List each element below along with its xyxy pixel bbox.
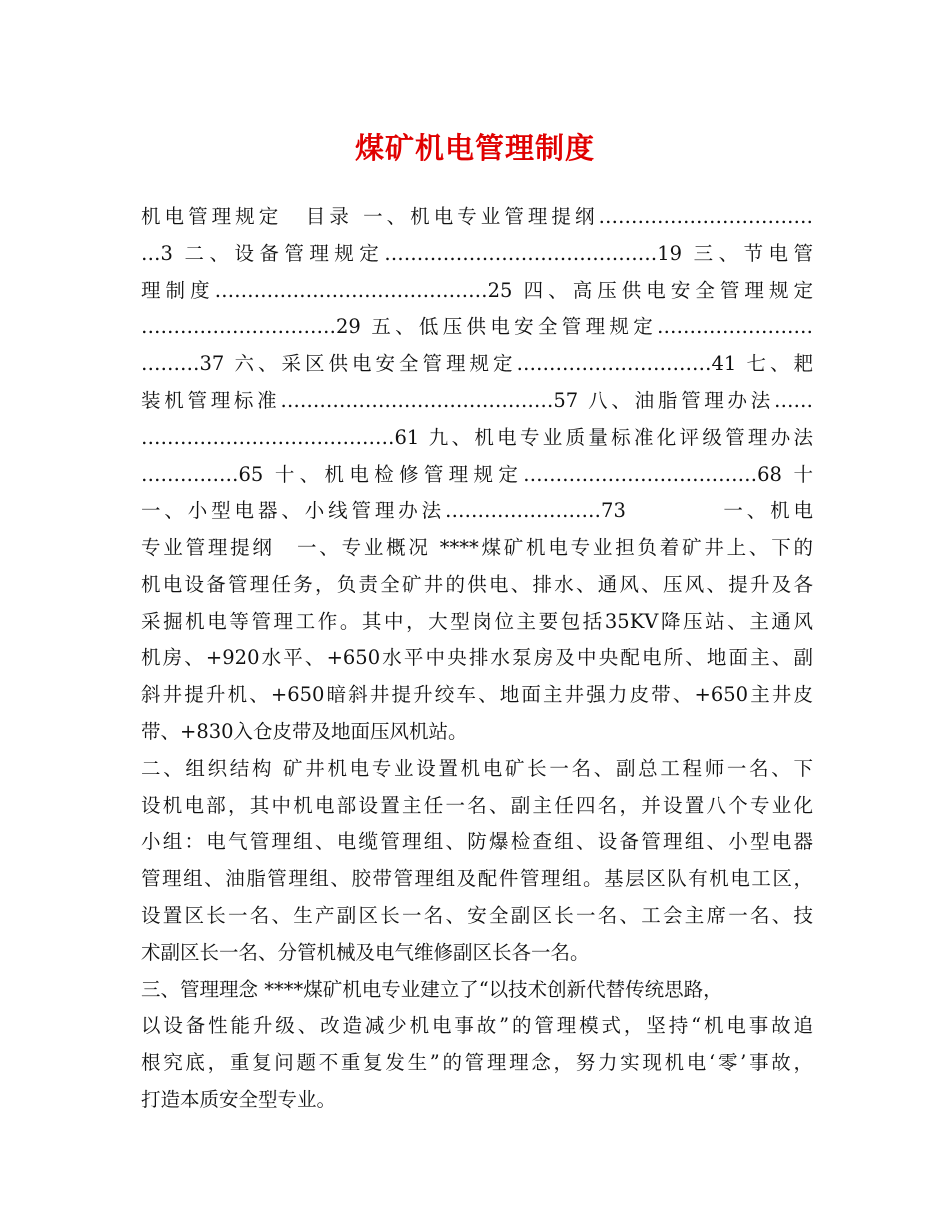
body-line: 术副区长一名、分管机械及电气维修副区长各一名。 (141, 940, 590, 964)
toc-line: …………………………………61 九、机电专业质量标准化评级管理办法 (141, 425, 813, 449)
body-line: 二、组织结构 矿井机电专业设置机电矿长一名、副总工程师一名、下 (141, 756, 813, 780)
body-line: 管理组、油脂管理组、胶带管理组及配件管理组。基层区队有机电工区， (141, 867, 813, 891)
toc-line: ………37 六、采区供电安全管理规定…………………………41 七、耙 (141, 352, 813, 376)
toc-line: ……………65 十、机电检修管理规定………………………………68 十 (141, 462, 813, 486)
body-line: 专业管理提纲 一、专业概况 ****煤矿机电专业担负着矿井上、下的 (141, 536, 813, 559)
body-line: 根究底，重复问题不重复发生”的管理理念，努力实现机电‘零’事故， (141, 1051, 813, 1075)
body-line: 三、管理理念 ****煤矿机电专业建立了“以技术创新代替传统思路， (141, 977, 723, 1001)
body-line: 小组：电气管理组、电缆管理组、防爆检查组、设备管理组、小型电器 (141, 830, 813, 854)
table-of-contents (141, 199, 813, 530)
toc-line: 理制度……………………………………25 四、高压供电安全管理规定 (141, 278, 813, 302)
body-line: 设机电部，其中机电部设置主任一名、副主任四名，并设置八个专业化 (141, 793, 813, 817)
document-title: 煤矿机电管理制度 (354, 131, 595, 165)
body-line: 斜井提升机、+650暗斜井提升绞车、地面主井强力皮带、+650主井皮 (141, 683, 813, 707)
body-line: 带、+830入仓皮带及地面压风机站。 (141, 719, 468, 743)
toc-line: 装机管理标准……………………………………57 八、油脂管理办法…… (141, 388, 813, 412)
body-paragraphs (141, 530, 813, 1119)
toc-line: …………………………29 五、低压供电安全管理规定…………………… (141, 315, 813, 339)
toc-line: 机电管理规定 目录 一、机电专业管理提纲…………………………… (141, 205, 813, 228)
body-line: 打造本质安全型专业。 (141, 1087, 337, 1111)
body-line: 设置区长一名、生产副区长一名、安全副区长一名、工会主席一名、技 (141, 903, 813, 927)
toc-line: …3 二、设备管理规定……………………………………19 三、节电管 (141, 241, 813, 265)
body-line: 机房、+920水平、+650水平中央排水泵房及中央配电所、地面主、副 (141, 646, 813, 670)
body-line: 机电设备管理任务，负责全矿井的供电、排水、通风、压风、提升及各 (141, 572, 813, 596)
body-line: 以设备性能升级、改造减少机电事故”的管理模式，坚持“机电事故追 (141, 1014, 813, 1038)
toc-line: 一、小型电器、小线管理办法……………………73 一、机电 (141, 499, 813, 523)
body-line: 采掘机电等管理工作。其中，大型岗位主要包括35KV降压站、主通风 (141, 609, 813, 633)
